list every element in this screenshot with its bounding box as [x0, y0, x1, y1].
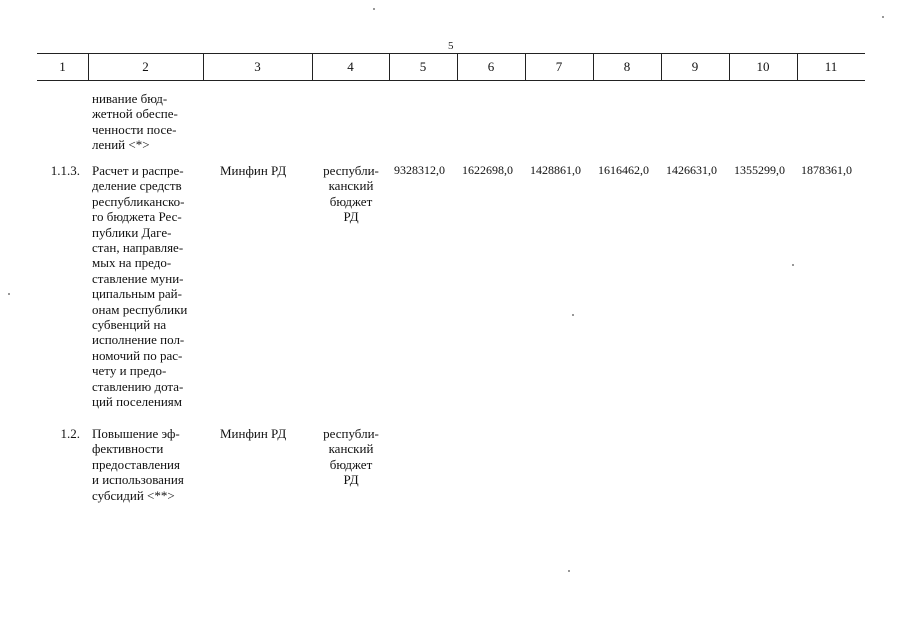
row-name: Повышение эф- фективности предоставления и использования субсидий <**> [92, 426, 184, 503]
header-cell: 11 [824, 59, 838, 74]
header-cell: 3 [254, 59, 261, 74]
header-bottom-rule [37, 80, 865, 81]
header-top-rule [37, 53, 865, 54]
header-cell: 2 [142, 59, 149, 74]
scan-speck [572, 314, 574, 316]
value-total: 9328312,0 [394, 163, 445, 177]
header-cell: 6 [487, 59, 495, 74]
page-number: 5 [448, 40, 454, 52]
value-year: 1616462,0 [598, 163, 649, 177]
scan-speck [882, 16, 884, 18]
row-number: 1.2. [60, 426, 80, 441]
value-year: 1355299,0 [734, 163, 785, 177]
header-cell: 10 [756, 59, 770, 74]
row-name-continuation: нивание бюд- жетной обеспе- ченности посе- лений <*> [92, 91, 178, 153]
value-year: 1622698,0 [462, 163, 513, 177]
row-executor: Минфин РД [220, 163, 287, 178]
row-funding-source: республи- канский бюджет РД [323, 426, 379, 488]
scan-speck [8, 293, 10, 295]
row-name: Расчет и распре- деление средств республиканско- го бюджета Рес- публики Даге- стан, направляе- мых на предо- ставление муни- ципальным рай- онам республики субвенций на исполнение пол- номочий по рас- чету и предо- ставлению дота- ций поселениям [92, 163, 188, 410]
row-number: 1.1.3. [50, 163, 80, 178]
header-cell: 8 [623, 59, 631, 74]
scan-speck [568, 570, 570, 572]
row-funding-source: республи- канский бюджет РД [323, 163, 379, 225]
header-cell: 1 [59, 59, 66, 74]
header-cell: 5 [419, 59, 427, 74]
value-year: 1878361,0 [801, 163, 852, 177]
scan-speck [792, 264, 794, 266]
header-cell: 4 [347, 59, 354, 74]
value-year: 1426631,0 [666, 163, 717, 177]
header-cell: 9 [691, 59, 699, 74]
row-executor: Минфин РД [220, 426, 287, 441]
value-year: 1428861,0 [530, 163, 581, 177]
header-cell: 7 [555, 59, 563, 74]
scan-speck [373, 8, 375, 10]
